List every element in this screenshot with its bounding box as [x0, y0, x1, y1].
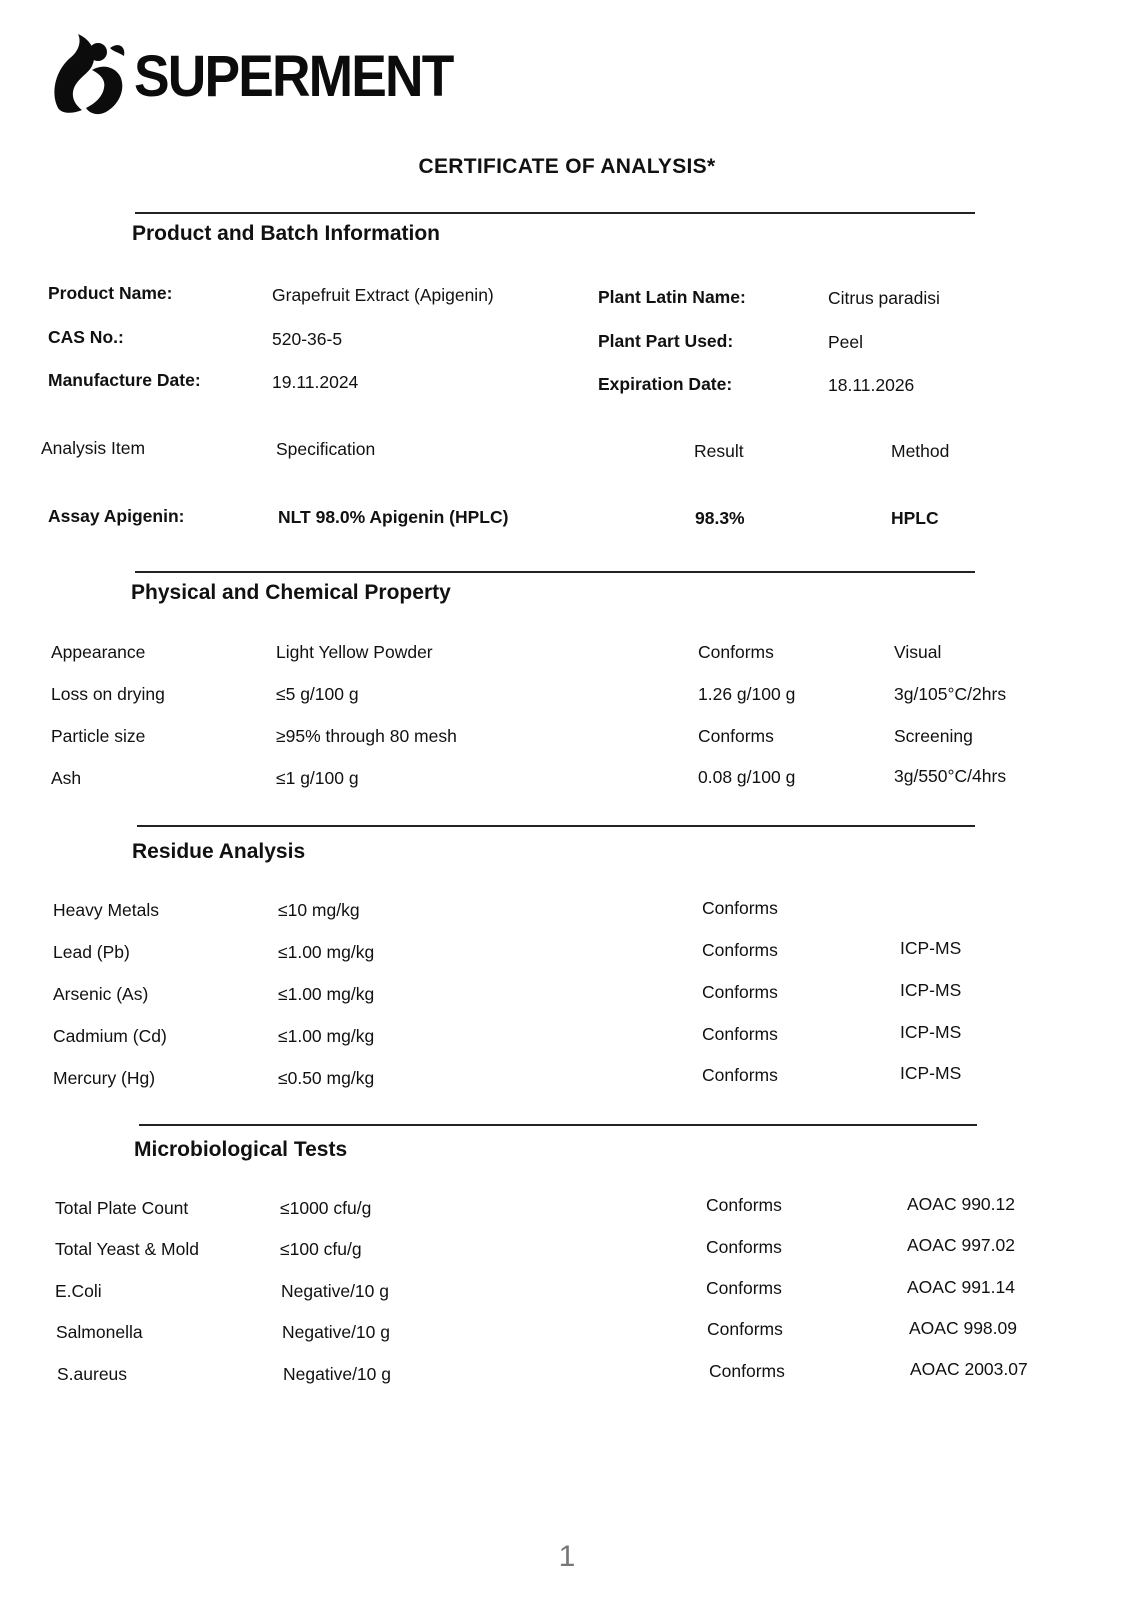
assay-spec: NLT 98.0% Apigenin (HPLC) — [278, 507, 509, 527]
table-cell-method: Screening — [894, 726, 973, 746]
column-header-method: Method — [891, 441, 950, 461]
divider — [135, 212, 975, 214]
expiration-date-value: 18.11.2026 — [828, 375, 915, 395]
table-cell-result: 1.26 g/100 g — [698, 684, 796, 704]
manufacture-date-label: Manufacture Date: — [48, 370, 201, 390]
section-heading-residue: Residue Analysis — [132, 840, 306, 863]
table-cell-spec: Negative/10 g — [282, 1322, 390, 1342]
table-cell-item: Ash — [51, 768, 82, 788]
table-cell-result: Conforms — [702, 898, 778, 918]
table-cell-result: Conforms — [702, 982, 778, 1002]
table-cell-method: ICP-MS — [900, 1063, 962, 1083]
cas-value: 520-36-5 — [272, 329, 343, 349]
divider — [139, 1124, 977, 1126]
table-cell-spec: ≥95% through 80 mesh — [276, 726, 457, 746]
table-cell-item: S.aureus — [57, 1364, 128, 1384]
table-cell-item: Loss on drying — [51, 684, 165, 704]
assay-result: 98.3% — [695, 508, 745, 528]
table-cell-item: E.Coli — [55, 1281, 102, 1301]
table-cell-item: Cadmium (Cd) — [53, 1026, 167, 1046]
section-heading-micro: Microbiological Tests — [134, 1138, 348, 1161]
table-cell-item: Mercury (Hg) — [53, 1068, 156, 1088]
table-cell-spec: Negative/10 g — [281, 1281, 389, 1301]
divider — [137, 825, 975, 827]
table-cell-item: Appearance — [51, 642, 146, 662]
table-cell-result: Conforms — [706, 1278, 782, 1298]
section-heading-physical: Physical and Chemical Property — [131, 581, 451, 604]
table-cell-spec: ≤5 g/100 g — [276, 684, 359, 704]
table-cell-result: Conforms — [698, 726, 774, 746]
expiration-date-label: Expiration Date: — [598, 374, 733, 394]
divider — [135, 571, 975, 573]
column-header-item: Analysis Item — [41, 438, 146, 458]
table-cell-spec: ≤1000 cfu/g — [280, 1198, 372, 1218]
table-cell-spec: ≤100 cfu/g — [280, 1239, 362, 1259]
table-cell-method: ICP-MS — [900, 938, 962, 958]
table-cell-spec: ≤1.00 mg/kg — [278, 1026, 375, 1046]
table-cell-item: Total Yeast & Mold — [55, 1239, 199, 1259]
product-name-label: Product Name: — [48, 283, 173, 303]
brand-name: SUPERMENT — [134, 43, 453, 109]
column-header-result: Result — [694, 441, 744, 461]
table-cell-result: Conforms — [698, 642, 774, 662]
table-cell-result: Conforms — [702, 940, 778, 960]
table-cell-spec: Light Yellow Powder — [276, 642, 433, 662]
table-cell-spec: ≤1.00 mg/kg — [278, 942, 375, 962]
assay-item: Assay Apigenin: — [48, 506, 185, 526]
table-cell-item: Total Plate Count — [55, 1198, 189, 1218]
assay-method: HPLC — [891, 508, 939, 528]
plant-part-label: Plant Part Used: — [598, 331, 734, 351]
table-cell-result: 0.08 g/100 g — [698, 767, 796, 787]
document-title: CERTIFICATE OF ANALYSIS* — [418, 155, 716, 178]
page-number: 1 — [558, 1540, 576, 1573]
section-heading-product: Product and Batch Information — [132, 222, 441, 245]
manufacture-date-value: 19.11.2024 — [272, 372, 359, 392]
table-cell-item: Heavy Metals — [53, 900, 160, 920]
table-cell-item: Lead (Pb) — [53, 942, 130, 962]
product-name-value: Grapefruit Extract (Apigenin) — [272, 285, 494, 305]
table-cell-spec: ≤10 mg/kg — [278, 900, 360, 920]
table-cell-method: AOAC 997.02 — [907, 1235, 1015, 1255]
table-cell-method: AOAC 991.14 — [907, 1277, 1015, 1297]
table-cell-method: AOAC 990.12 — [907, 1194, 1015, 1214]
table-cell-result: Conforms — [709, 1361, 785, 1381]
table-cell-result: Conforms — [706, 1237, 782, 1257]
table-cell-item: Salmonella — [56, 1322, 143, 1342]
table-cell-method: AOAC 2003.07 — [910, 1359, 1028, 1379]
table-cell-spec: Negative/10 g — [283, 1364, 391, 1384]
table-cell-method: 3g/550°C/4hrs — [894, 766, 1007, 786]
table-cell-item: Arsenic (As) — [53, 984, 149, 1004]
table-cell-spec: ≤0.50 mg/kg — [278, 1068, 375, 1088]
table-cell-method: 3g/105°C/2hrs — [894, 684, 1007, 704]
table-cell-item: Particle size — [51, 726, 146, 746]
table-cell-result: Conforms — [702, 1065, 778, 1085]
table-cell-method: ICP-MS — [900, 1022, 962, 1042]
plant-part-value: Peel — [828, 332, 864, 352]
table-cell-method: ICP-MS — [900, 980, 962, 1000]
cas-label: CAS No.: — [48, 327, 124, 347]
table-cell-result: Conforms — [707, 1319, 783, 1339]
brand-logo — [48, 30, 480, 122]
table-cell-method: AOAC 998.09 — [909, 1318, 1017, 1338]
table-cell-result: Conforms — [702, 1024, 778, 1044]
plant-latin-name-value: Citrus paradisi — [828, 288, 940, 308]
brand-mark-icon — [48, 30, 128, 122]
table-cell-result: Conforms — [706, 1195, 782, 1215]
plant-latin-name-label: Plant Latin Name: — [598, 287, 746, 307]
table-cell-spec: ≤1.00 mg/kg — [278, 984, 375, 1004]
table-cell-method: Visual — [894, 642, 942, 662]
column-header-spec: Specification — [276, 439, 376, 459]
table-cell-spec: ≤1 g/100 g — [276, 768, 359, 788]
